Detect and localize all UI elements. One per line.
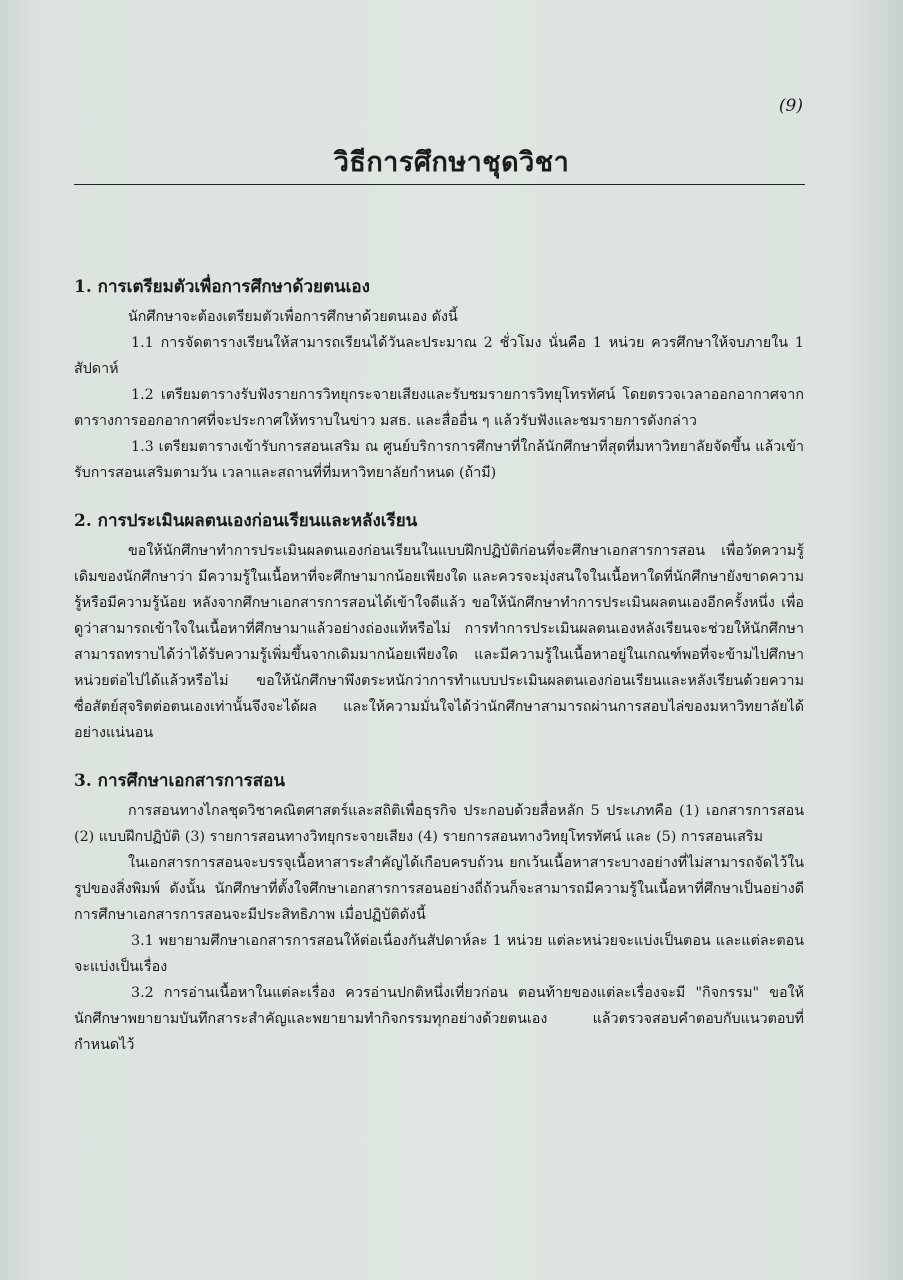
section-heading: 1. การเตรียมตัวเพื่อการศึกษาด้วยตนเอง	[74, 277, 370, 297]
section-heading: 2. การประเมินผลตนเองก่อนเรียนและหลังเรียน	[74, 511, 418, 531]
page-number: (9)	[778, 96, 803, 116]
section-heading: 3. การศึกษาเอกสารการสอน	[74, 771, 286, 791]
section-2	[74, 506, 804, 746]
page-title: วิธีการศึกษาชุดวิชา	[333, 147, 570, 178]
list-item: 1.2 เตรียมตารางรับฟังรายการวิทยุกระจายเสียงและรับชมรายการวิทยุโทรทัศน์ โดยตรวจเวลาออกอากาศจากตารางการออกอากาศที่จะประกาศให้ทราบในข่าว มสธ. และสื่ออื่น ๆ แล้วรับฟังและชมรายการดังกล่าว	[74, 387, 804, 429]
section-3	[74, 766, 804, 1058]
section-paragraph: ขอให้นักศึกษาทำการประเมินผลตนเองก่อนเรียนในแบบฝึกปฏิบัติก่อนที่จะศึกษาเอกสารการสอน เพื่อวัดความรู้เดิมของนักศึกษาว่า มีความรู้ในเนื้อหาที่จะศึกษามากน้อยเพียงใด และควรจะมุ่งสนใจในเนื้อหาใดที่นักศึกษายังขาดความรู้หรือมีความรู้น้อย หลังจากศึกษาเอกสารการสอนได้เข้าใจดีแล้ว ขอให้นักศึกษาทำการประเมินผลตนเองอีกครั้งหนึ่ง เพื่อดูว่าสามารถเข้าใจในเนื้อหาที่ศึกษามาแล้วอย่างถ่องแท้หรือไม่ การทำการประเมินผลตนเองหลังเรียนจะช่วยให้นักศึกษาสามารถทราบได้ว่าได้รับความรู้เพิ่มขึ้นจากเดิมมากน้อยเพียงใด และมีความรู้ในเนื้อหาอยู่ในเกณฑ์พอที่จะข้ามไปศึกษาหน่วยต่อไปได้แล้วหรือไม่ ขอให้นักศึกษาพึงตระหนักว่าการทำแบบประเมินผลตนเองก่อนเรียนและหลังเรียนด้วยความซื่อสัตย์สุจริตต่อตนเองเท่านั้นจึงจะได้ผล และให้ความมั่นใจได้ว่านักศึกษาสามารถผ่านการสอบไล่ของมหาวิทยาลัยได้อย่างแน่นอน	[74, 543, 804, 741]
list-item: 3.2 การอ่านเนื้อหาในแต่ละเรื่อง ควรอ่านปกติหนึ่งเที่ยวก่อน ตอนท้ายของแต่ละเรื่องจะมี "กิจกรรม" ขอให้นักศึกษาพยายามบันทึกสาระสำคัญและพยายามทำกิจกรรมทุกอย่างด้วยตนเอง แล้วตรวจสอบคำตอบกับแนวตอบที่กำหนดไว้	[74, 985, 804, 1053]
title-underline	[74, 184, 805, 185]
section-paragraph: การสอนทางไกลชุดวิชาคณิตศาสตร์และสถิติเพื่อธุรกิจ ประกอบด้วยสื่อหลัก 5 ประเภทคือ (1) เอกสารการสอน (2) แบบฝึกปฏิบัติ (3) รายการสอนทางวิทยุกระจายเสียง (4) รายการสอนทางวิทยุโทรทัศน์ และ (5) การสอนเสริม	[74, 803, 804, 845]
section-intro: นักศึกษาจะต้องเตรียมตัวเพื่อการศึกษาด้วยตนเอง ดังนี้	[128, 309, 458, 325]
section-paragraph: ในเอกสารการสอนจะบรรจุเนื้อหาสาระสำคัญได้เกือบครบถ้วน ยกเว้นเนื้อหาสาระบางอย่างที่ไม่สามารถจัดไว้ในรูปของสิ่งพิมพ์ ดังนั้น นักศึกษาที่ตั้งใจศึกษาเอกสารการสอนอย่างถี่ถ้วนก็จะสามารถมีความรู้ในเนื้อหาที่ศึกษาเป็นอย่างดี การศึกษาเอกสารการสอนจะมีประสิทธิภาพ เมื่อปฏิบัติดังนี้	[74, 855, 804, 923]
document-body	[74, 272, 804, 1058]
list-item: 3.1 พยายามศึกษาเอกสารการสอนให้ต่อเนื่องกันสัปดาห์ละ 1 หน่วย แต่ละหน่วยจะแบ่งเป็นตอน และแต่ละตอนจะแบ่งเป็นเรื่อง	[74, 933, 804, 975]
list-item: 1.3 เตรียมตารางเข้ารับการสอนเสริม ณ ศูนย์บริการการศึกษาที่ใกล้นักศึกษาที่สุดที่มหาวิทยาลัยจัดขึ้น แล้วเข้ารับการสอนเสริมตามวัน เวลาและสถานที่ที่มหาวิทยาลัยกำหนด (ถ้ามี)	[74, 439, 804, 481]
list-item: 1.1 การจัดตารางเรียนให้สามารถเรียนได้วันละประมาณ 2 ชั่วโมง นั่นคือ 1 หน่วย ควรศึกษาให้จบภายใน 1 สัปดาห์	[74, 335, 804, 377]
section-1	[74, 272, 804, 486]
